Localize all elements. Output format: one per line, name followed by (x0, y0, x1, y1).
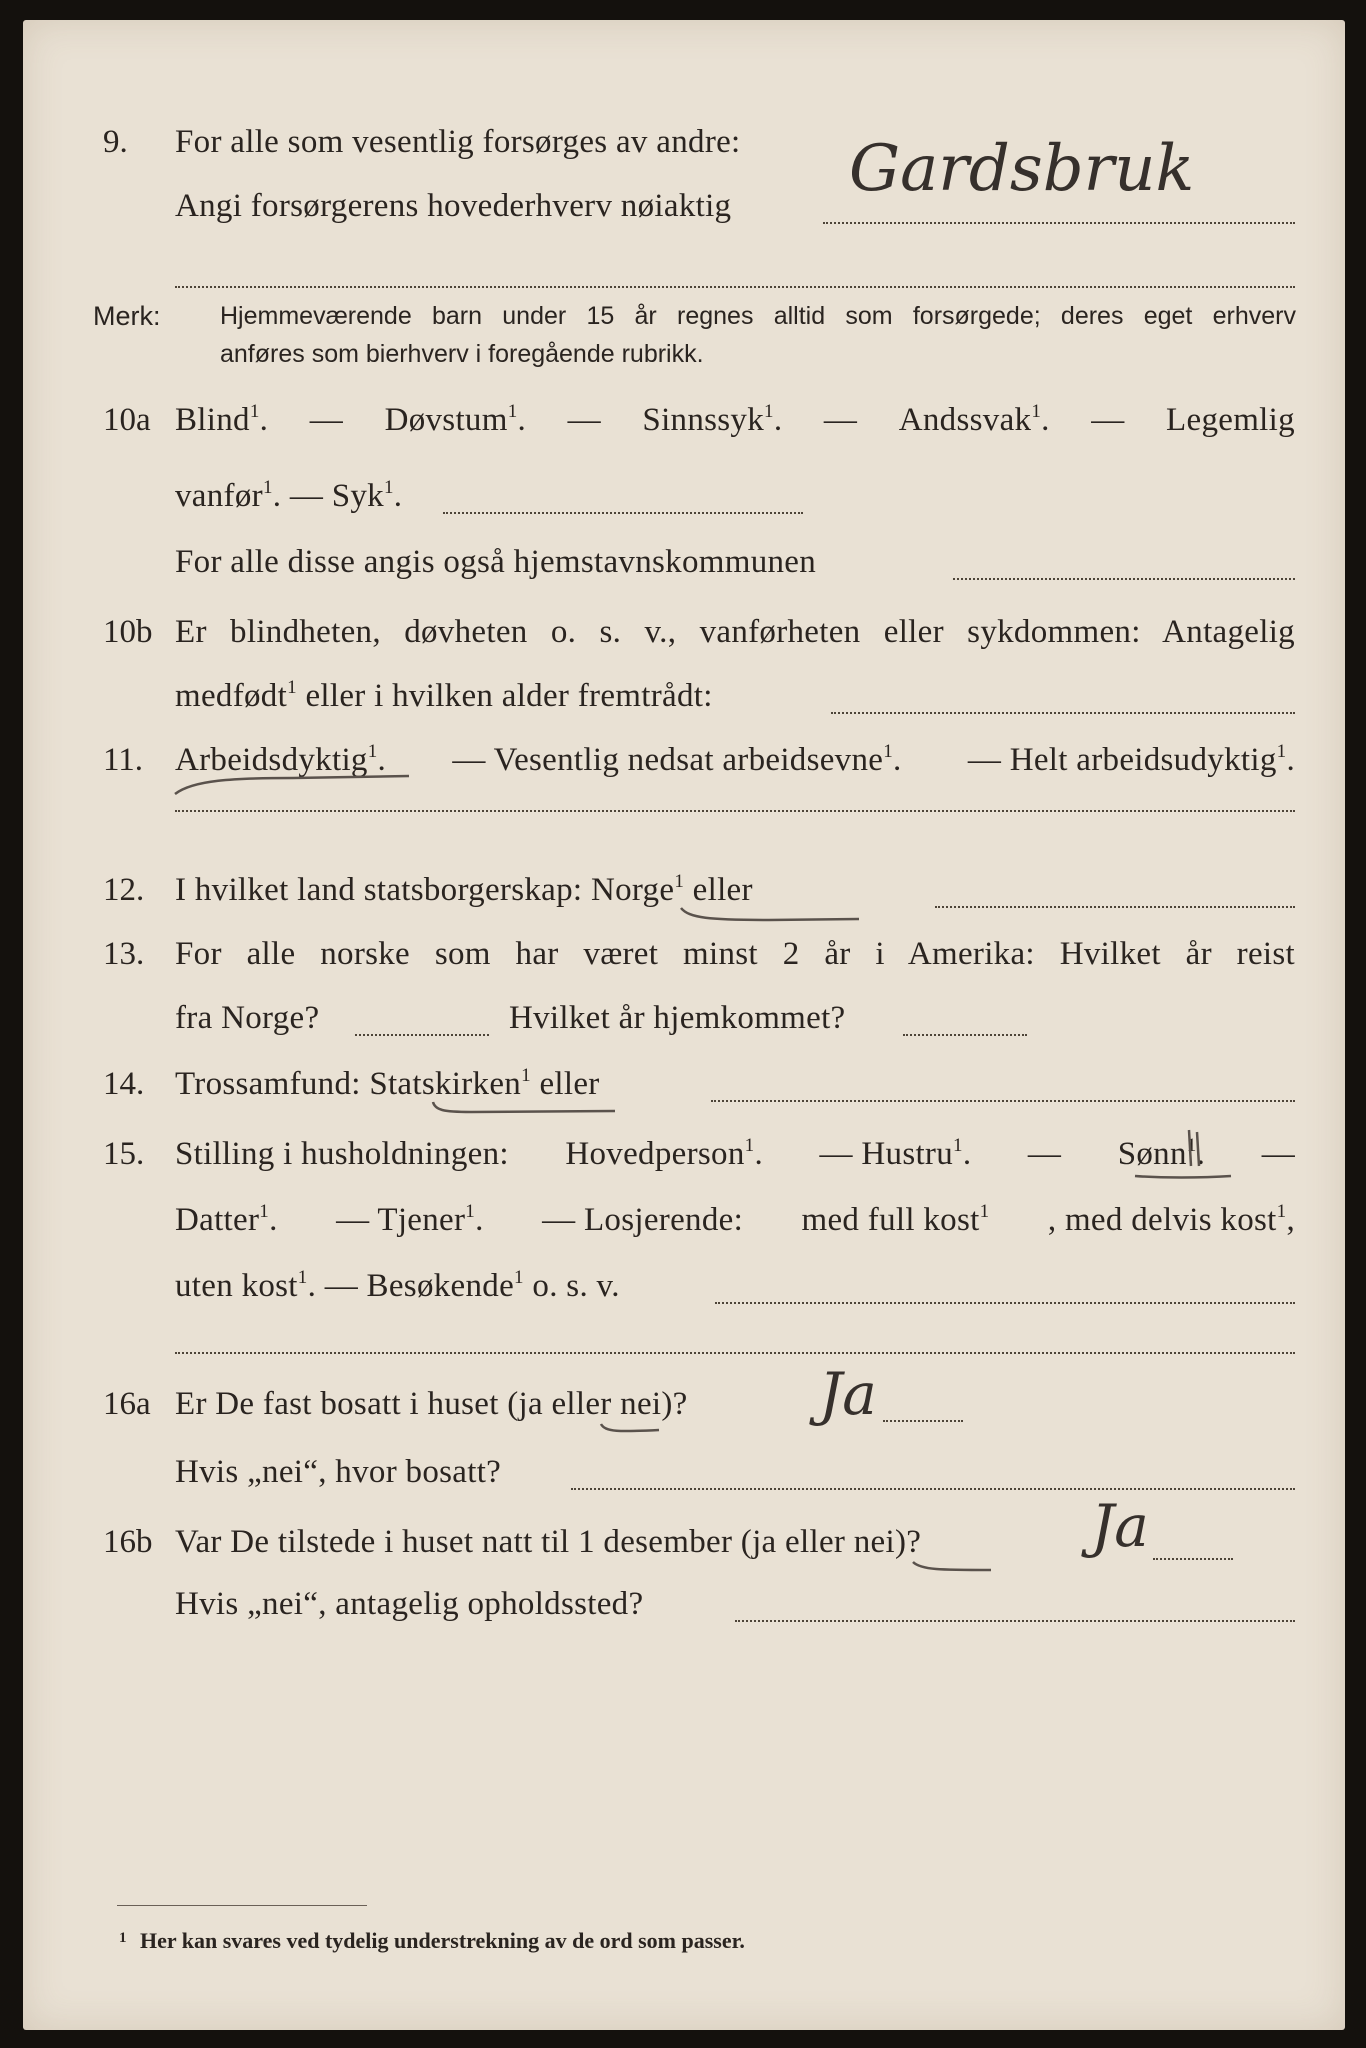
option-syk[interactable]: — Syk$^1$. (289, 477, 403, 514)
question-text: Stilling i husholdningen: (175, 1136, 509, 1172)
answer-line[interactable] (883, 1420, 963, 1422)
answer-line[interactable] (903, 1034, 1027, 1036)
answer-line[interactable] (175, 286, 1295, 288)
question-16b-line2 (23, 1576, 1345, 1632)
question-10b (23, 604, 1345, 660)
question-options (175, 468, 402, 524)
question-10a-line3 (23, 534, 1345, 590)
option-statskirken[interactable]: Statskirken (369, 1066, 522, 1102)
question-number: 16a (103, 1386, 151, 1422)
option-sonn[interactable]: Sønn$^1$. (1117, 1135, 1206, 1172)
question-10b-line2 (23, 668, 1345, 724)
question-text: — Losjerende: (542, 1202, 744, 1238)
handwritten-answer: Gardsbruk (849, 132, 1195, 206)
separator: — (309, 402, 344, 438)
option-blind[interactable]: Blind$^1$. (175, 401, 269, 438)
question-number: 9. (103, 124, 128, 160)
answer-line[interactable] (571, 1488, 1295, 1490)
option-legemlig[interactable]: Legemlig (1166, 402, 1295, 438)
handwritten-answer: Ja (1091, 1492, 1149, 1560)
option-norge[interactable]: Norge (590, 872, 675, 908)
separator: — (1027, 1136, 1062, 1172)
question-text: For alle som vesentlig forsørges av andre: (175, 124, 741, 160)
question-text: Hvis „nei“, hvor bosatt? (175, 1454, 502, 1490)
answer-line[interactable] (1153, 1558, 1233, 1560)
answer-line[interactable] (175, 810, 1295, 812)
answer-line[interactable] (443, 512, 803, 514)
question-text: For alle disse angis også hjemstavnskommunen (175, 544, 817, 580)
answer-line[interactable] (711, 1100, 1295, 1102)
question-12 (23, 862, 1345, 918)
question-text: fra Norge? (175, 1000, 320, 1036)
question-10a (23, 392, 1345, 448)
answer-line[interactable] (175, 1352, 1295, 1354)
underline-mark (599, 1420, 665, 1436)
question-16b (23, 1492, 1345, 1570)
question-15-line3 (23, 1258, 1345, 1314)
question-text: medfødt$^1$ eller i hvilken alder fremtrådt: (175, 677, 713, 714)
question-13 (23, 926, 1345, 982)
question-10a-line2 (23, 468, 1345, 524)
separator: — (823, 402, 858, 438)
note-text: Hjemmeværende barn under 15 år regnes alltid som forsørgede; deres eget erhverv (220, 302, 1296, 330)
underline-mark (1131, 1126, 1241, 1190)
footnote-text: Her kan svares ved tydelig understrekning av de ord som passer. (140, 1928, 745, 1953)
question-number: 14. (103, 1066, 145, 1102)
option-sinnssyk[interactable]: Sinnssyk$^1$. (642, 401, 783, 438)
question-text: Hvilket år hjemkommet? (509, 1000, 846, 1036)
option-datter[interactable]: Datter$^1$. (175, 1201, 278, 1238)
separator: — (567, 402, 601, 438)
option-arbeidsdyktig[interactable]: Arbeidsdyktig$^1$. (175, 741, 387, 778)
question-11 (23, 732, 1345, 788)
question-13-line2 (23, 990, 1345, 1046)
question-number: 15. (103, 1136, 145, 1172)
answer-line[interactable] (823, 222, 1295, 224)
note-label: Merk: (93, 301, 161, 331)
option-andssvak[interactable]: Andssvak$^1$. (898, 401, 1050, 438)
question-number: 10b (103, 614, 153, 650)
question-14 (23, 1056, 1345, 1112)
underline-mark (911, 1558, 997, 1576)
option-besokende[interactable]: . — Besøkende (307, 1268, 515, 1304)
question-16a (23, 1360, 1345, 1432)
separator: — (1261, 1136, 1295, 1172)
question-text: Er blindheten, døvheten o. s. v., vanførheten eller sykdommen: Antagelig (175, 614, 1295, 650)
note-text: anføres som bierhverv i foregående rubrikk. (220, 340, 704, 368)
option-nedsat-arbeidsevne[interactable]: — Vesentlig nedsat arbeidsevne$^1$. (452, 741, 902, 778)
option-arbeidsudyktig[interactable]: — Helt arbeidsudyktig$^1$. (967, 741, 1295, 778)
option-vanfor[interactable]: vanfør$^1$. (175, 477, 282, 514)
footnote: $^1$ Her kan svares ved tydelig understrekning av de ord som passer. (119, 1928, 745, 1953)
separator: — (1091, 402, 1125, 438)
option-uten-kost[interactable]: uten kost (175, 1268, 298, 1304)
census-form-page (23, 20, 1345, 2030)
underline-mark (679, 904, 869, 926)
note-merk (23, 296, 1345, 382)
option-dovstum[interactable]: Døvstum$^1$. (384, 401, 527, 438)
option-hovedperson[interactable]: Hovedperson$^1$. (565, 1135, 764, 1172)
question-options (175, 392, 1295, 448)
question-number: 12. (103, 872, 145, 908)
question-options (175, 1126, 1295, 1182)
answer-line[interactable] (735, 1620, 1295, 1622)
answer-line[interactable] (715, 1302, 1295, 1304)
underline-mark (173, 772, 423, 798)
underline-mark (431, 1100, 617, 1118)
question-text: Angi forsørgerens hovederhverv nøiaktig (175, 188, 732, 224)
question-number: 10a (103, 402, 151, 438)
answer-line[interactable] (831, 712, 1295, 714)
question-text: Hvis „nei“, antagelig opholdssted? (175, 1586, 644, 1622)
question-text: For alle norske som har været minst 2 år i Amerika: Hvilket år reist (175, 936, 1295, 972)
question-number: 16b (103, 1524, 153, 1560)
question-text: Er De fast bosatt i huset (ja eller nei)? (175, 1386, 688, 1422)
answer-line[interactable] (953, 578, 1295, 580)
question-15 (23, 1126, 1345, 1182)
option-medfodt[interactable]: medfødt (175, 678, 288, 714)
answer-line[interactable] (935, 906, 1295, 908)
handwritten-answer: Ja (819, 1360, 877, 1428)
option-hustru[interactable]: — Hustru$^1$. (819, 1135, 972, 1172)
question-text: Trossamfund: Statskirken$^1$ eller (175, 1065, 600, 1102)
question-text: I hvilket land statsborgerskap: Norge$^1$ eller (175, 871, 753, 908)
question-options: uten kost$^1$. — Besøkende$^1$ o. s. v. (175, 1267, 620, 1304)
option-tjener[interactable]: — Tjener$^1$. (336, 1201, 484, 1238)
question-number: 13. (103, 936, 145, 972)
question-number: 11. (103, 742, 144, 778)
option-full-kost[interactable]: med full kost$^1$ (801, 1201, 990, 1238)
footnote-rule (117, 1905, 367, 1906)
option-delvis-kost[interactable]: , med delvis kost$^1$, (1047, 1201, 1295, 1238)
question-15-line2 (23, 1192, 1345, 1248)
question-options (175, 1192, 1295, 1248)
question-text: Var De tilstede i huset natt til 1 desember (ja eller nei)? (175, 1524, 922, 1560)
answer-line[interactable] (355, 1034, 489, 1036)
